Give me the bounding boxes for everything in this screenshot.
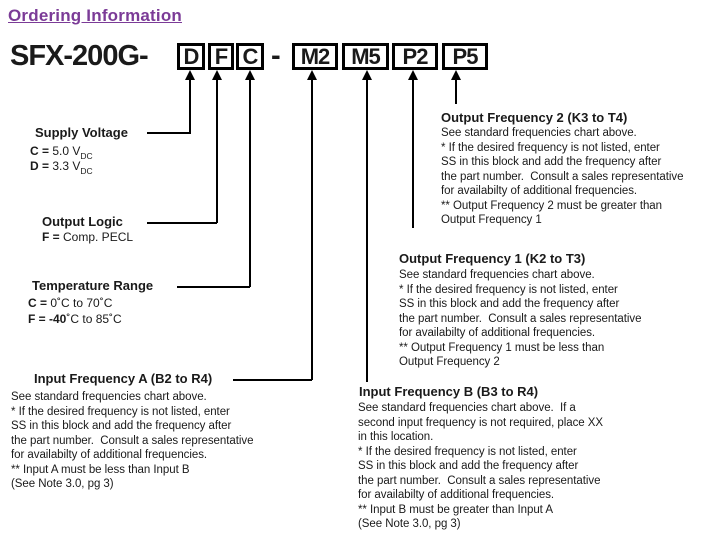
part-field-box-p5: P5 <box>442 43 488 70</box>
part-field-box-m5: M5 <box>342 43 389 70</box>
supply-voltage-heading: Supply Voltage <box>35 125 128 140</box>
connector-vline <box>216 79 218 223</box>
connector-vline <box>455 79 457 104</box>
part-field-box-f: F <box>208 43 234 70</box>
option-code: F = -40 <box>28 312 67 326</box>
option-code: F = <box>42 230 60 244</box>
option-code: D = <box>30 159 50 173</box>
option-code: C = <box>28 296 48 310</box>
input-frequency-b-heading: Input Frequency B (B3 to R4) <box>359 384 539 399</box>
output-frequency-2-heading: Output Frequency 2 (K3 to T4) <box>441 110 628 125</box>
part-number-prefix: SFX-200G- <box>10 40 148 72</box>
option-subscript: DC <box>80 166 93 176</box>
option-subscript: DC <box>80 151 93 161</box>
temperature-range-heading: Temperature Range <box>32 278 154 293</box>
connector-hline <box>233 379 312 381</box>
option-value: ˚C to 85˚C <box>66 312 122 326</box>
connector-vline <box>366 79 368 382</box>
option-value: 3.3 V <box>49 159 81 173</box>
connector-vline <box>249 79 251 287</box>
input-frequency-a-notes: See standard frequencies chart above. * If the desired frequency is not listed, enter SS in this block and add the frequency after the part number. Consult a sales representative for availabilty of additional frequencies. ** Input A must be less than Input B (See Note 3.0, pg 3) <box>11 391 254 490</box>
part-field-box-m2: M2 <box>292 43 338 70</box>
option-code: C = <box>30 144 50 158</box>
part-number-dash: - <box>271 40 281 72</box>
output-frequency-2-notes: See standard frequencies chart above. * If the desired frequency is not listed, enter SS in this block and add the frequency after the part number. Consult a sales representative for availabilty of additional frequencies. ** Output Frequency 2 must be greater than Output Frequency 1 <box>441 127 684 226</box>
connector-vline <box>189 79 191 133</box>
supply-voltage-option-d <box>30 159 93 178</box>
connector-hline <box>177 286 250 288</box>
part-field-box-p2: P2 <box>392 43 438 70</box>
output-frequency-1-heading: Output Frequency 1 (K2 to T3) <box>399 251 586 266</box>
connector-vline <box>412 79 414 228</box>
option-value: Comp. PECL <box>59 230 134 244</box>
temperature-range-option-f <box>28 312 122 326</box>
output-frequency-1-notes: See standard frequencies chart above. * If the desired frequency is not listed, enter SS in this block and add the frequency after the part number. Consult a sales representative for availabilty of additional frequencies. ** Output Frequency 1 must be less than Output Frequency 2 <box>399 269 642 368</box>
part-field-box-c: C <box>236 43 264 70</box>
option-value: 0˚C to 70˚C <box>47 296 113 310</box>
page-title: Ordering Information <box>8 6 182 25</box>
option-value: 5.0 V <box>49 144 81 158</box>
connector-vline <box>311 79 313 380</box>
part-field-box-d: D <box>177 43 205 70</box>
connector-hline <box>147 132 191 134</box>
output-logic-heading: Output Logic <box>42 214 123 229</box>
input-frequency-b-notes: See standard frequencies chart above. If a second input frequency is not required, place XX in this location. * If the desired frequency is not listed, enter SS in this block and add the frequency after the part number. Consult a sales representative for availabilty of additional frequencies. ** Input B must be greater than Input A (See Note 3.0, pg 3) <box>358 402 604 530</box>
temperature-range-option-c <box>28 296 112 310</box>
connector-hline <box>147 222 217 224</box>
input-frequency-a-heading: Input Frequency A (B2 to R4) <box>34 371 213 386</box>
output-logic-option-f <box>42 230 133 244</box>
